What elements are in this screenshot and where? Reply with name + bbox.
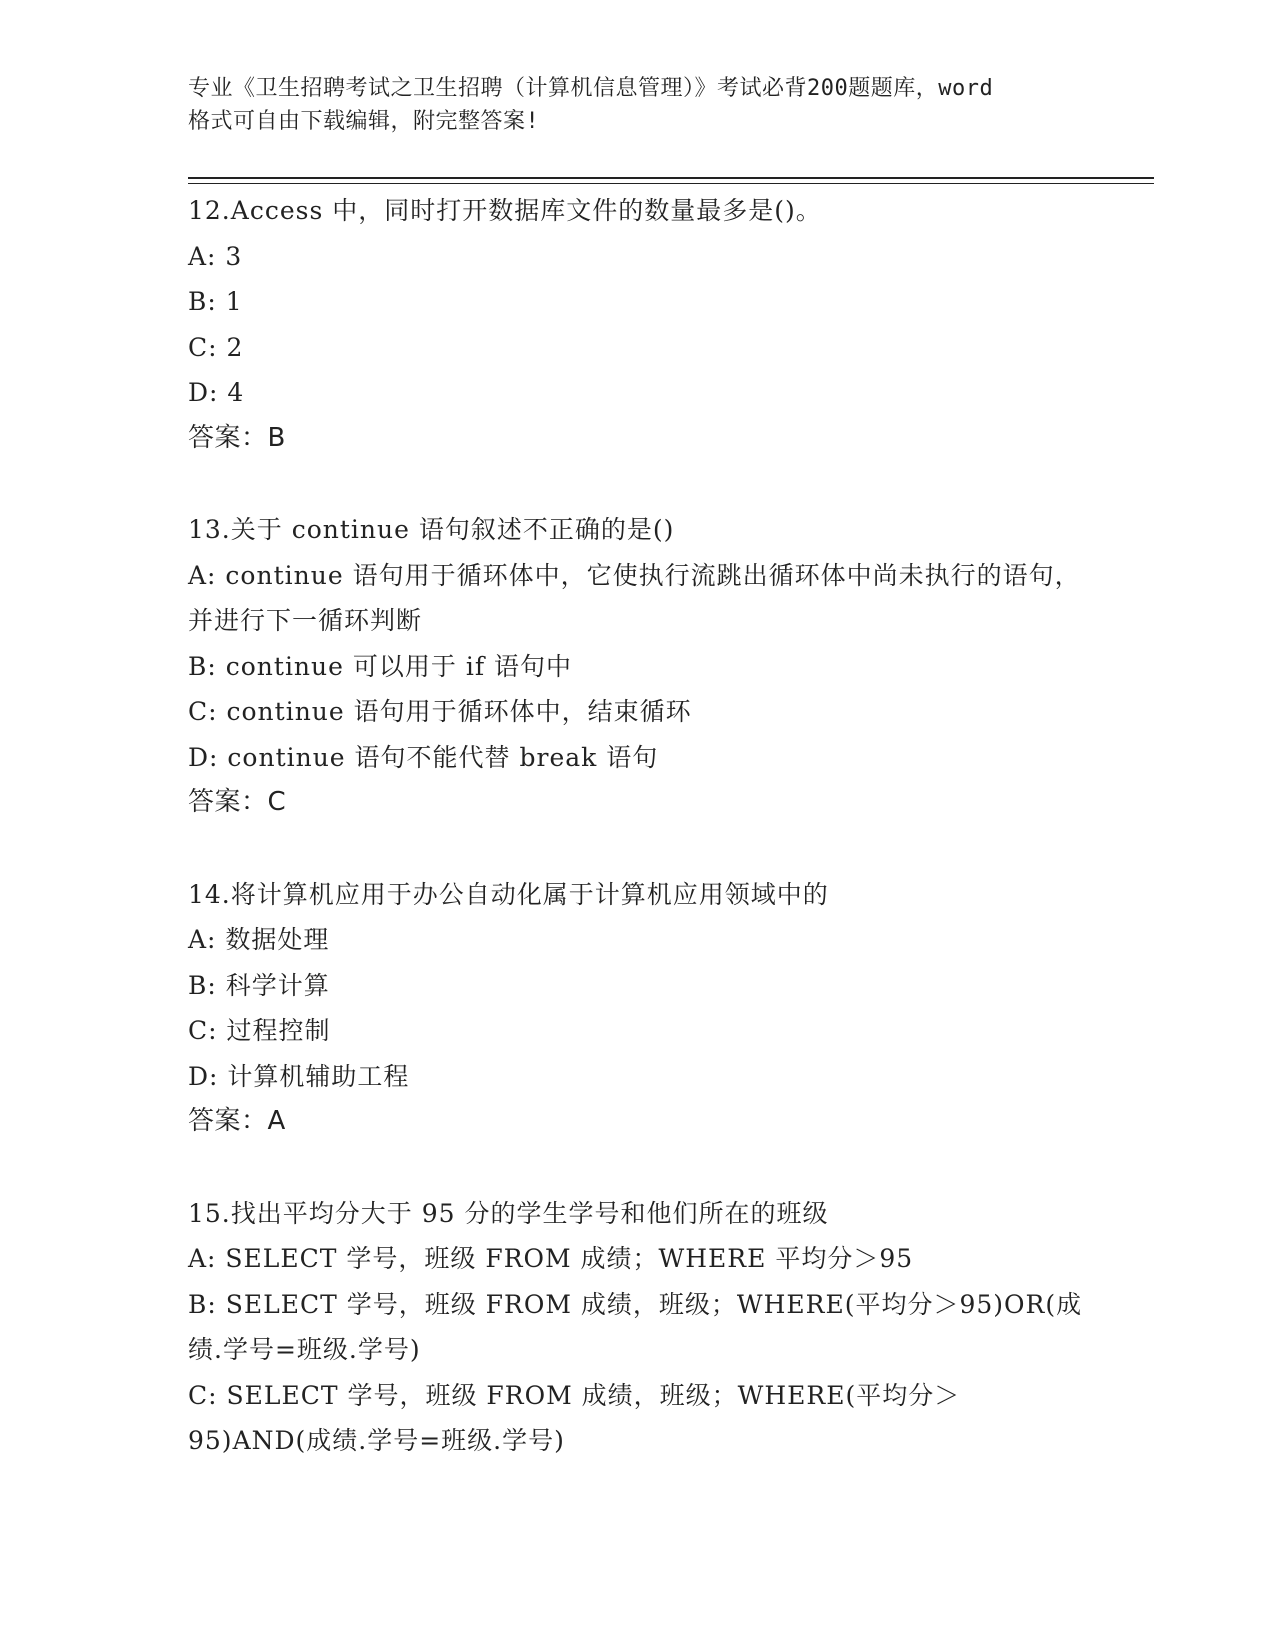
option-a: A: SELECT 学号，班级 FROM 成绩；WHERE 平均分＞95 [188,1244,914,1273]
option-a: A: 3 [188,241,243,271]
option-c: C: 2 [188,332,244,362]
question-stem: 15.找出平均分大于 95 分的学生学号和他们所在的班级 [188,1198,829,1228]
option-d: D: 4 [188,378,245,407]
question-14 [188,872,1088,1145]
option-b: B: SELECT 学号，班级 FROM 成绩，班级；WHERE(平均分＞95)OR(成绩.学号=班级.学号) [188,1289,1083,1364]
option-d: D: 计算机辅助工程 [188,1061,410,1091]
header-divider-bottom [188,183,1154,184]
question-13 [188,507,1088,826]
question-list [188,188,1088,1510]
option-a: A: 数据处理 [188,925,330,954]
option-a: A: continue 语句用于循环体中，它使执行流跳出循环体中尚未执行的语句，并进行下一循环判断 [188,560,1081,635]
question-15 [188,1191,1088,1464]
question-stem: 14.将计算机应用于办公自动化属于计算机应用领域中的 [188,879,829,909]
answer-text: 答案：A [188,1106,286,1136]
answer-text: 答案：B [188,422,286,453]
header-divider-top [188,177,1154,179]
answer-text: 答案：C [188,787,287,817]
header-line-2: 格式可自由下载编辑，附完整答案! [188,109,540,134]
option-d: D: continue 语句不能代替 break 语句 [188,742,659,772]
option-c: C: continue 语句用于循环体中，结束循环 [188,697,692,726]
question-stem: 12.Access 中，同时打开数据库文件的数量最多是()。 [188,196,822,225]
document-header [188,72,1088,138]
option-b: B: 科学计算 [188,970,330,1000]
question-stem: 13.关于 continue 语句叙述不正确的是() [188,515,675,544]
question-12 [188,188,1088,461]
option-c: C: SELECT 学号，班级 FROM 成绩，班级；WHERE(平均分＞95)AND(成绩.学号=班级.学号) [188,1380,961,1455]
option-b: B: 1 [188,287,243,316]
option-c: C: 过程控制 [188,1016,331,1045]
header-line-1: 专业《卫生招聘考试之卫生招聘（计算机信息管理）》考试必背200题题库，word [188,76,994,101]
option-b: B: continue 可以用于 if 语句中 [188,651,573,681]
